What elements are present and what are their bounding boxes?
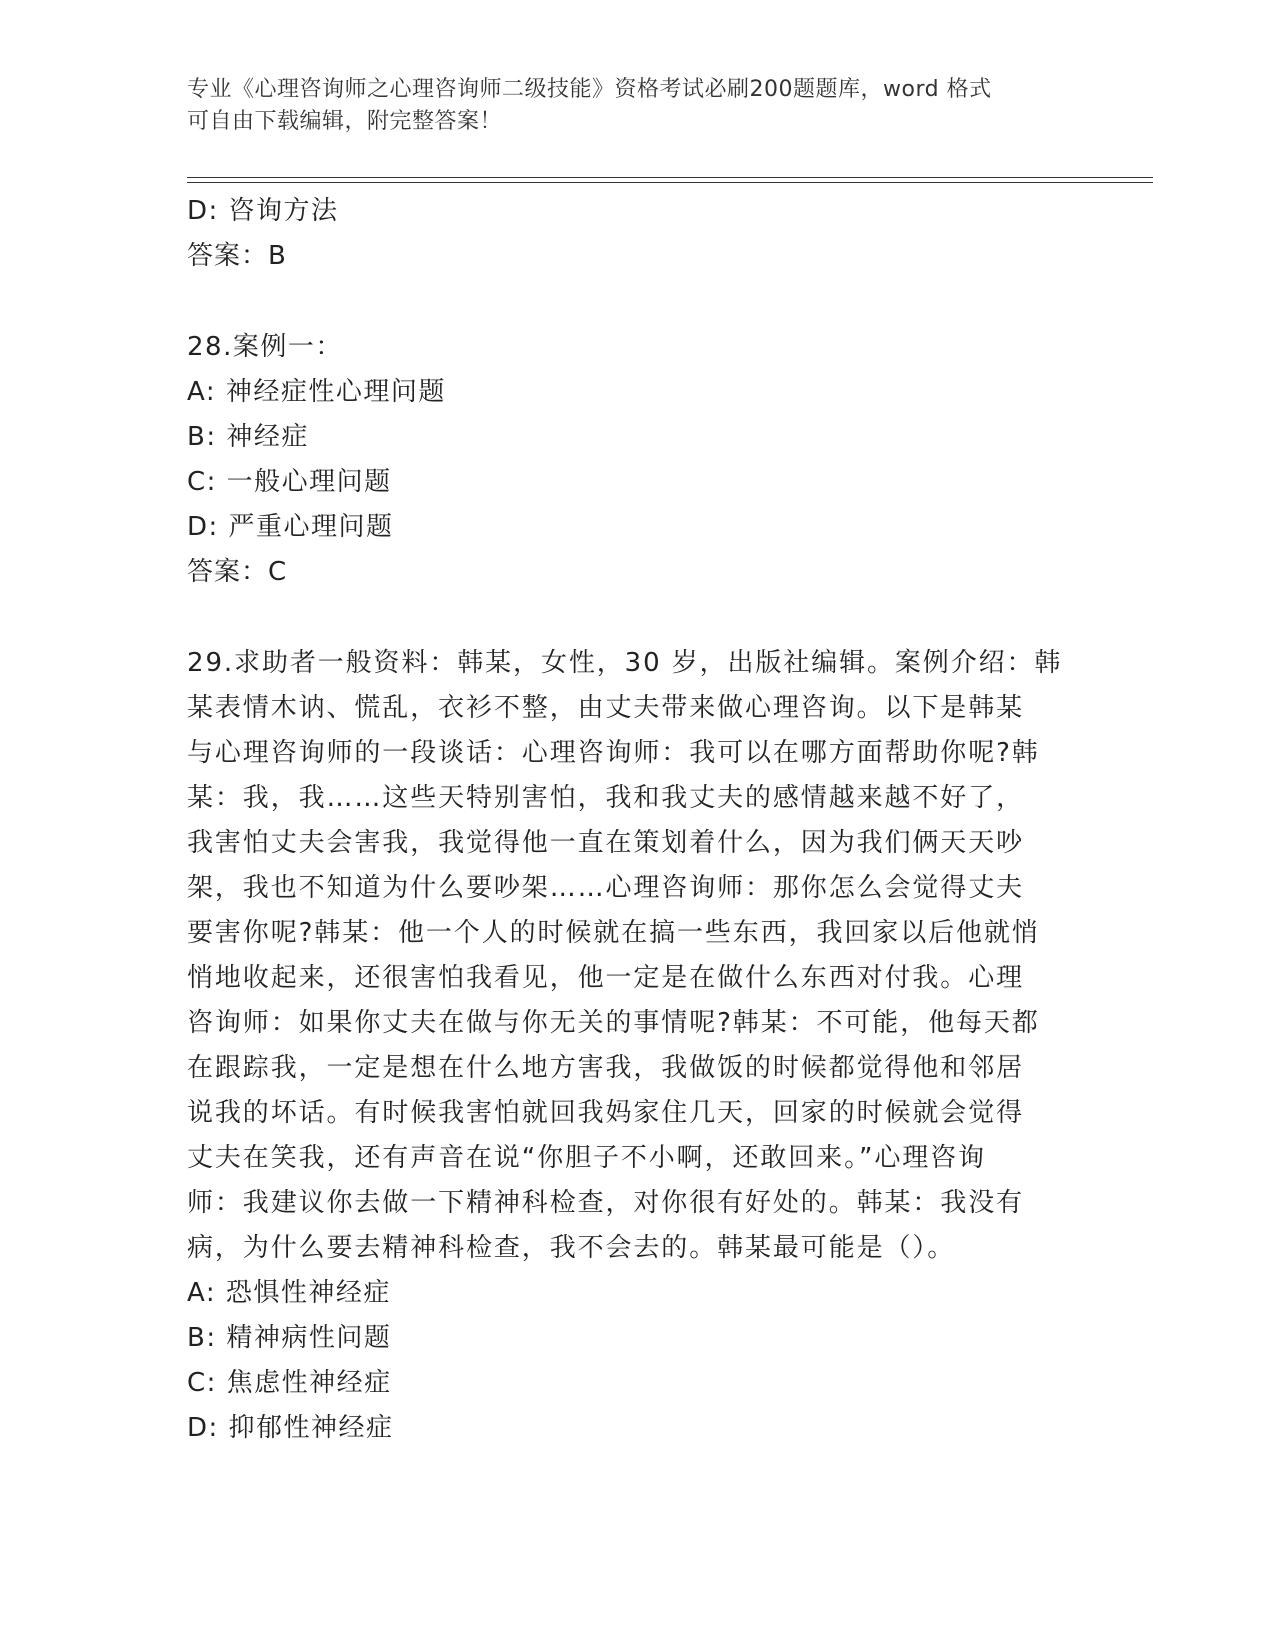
spacer [187,279,1087,325]
document-header [187,74,1087,138]
question-text-line: 咨询师：如果你丈夫在做与你无关的事情呢?韩某：不可能，他每天都 [187,1008,1040,1038]
option-a: A: 神经症性心理问题 [187,377,446,407]
header-line-1: 专业《心理咨询师之心理咨询师二级技能》资格考试必刷200题题库，word 格式 [187,77,992,102]
question-text-line: 要害你呢?韩某：他一个人的时候就在搞一些东西，我回家以后他就悄 [187,918,1040,948]
answer: 答案：C [187,557,288,587]
question-text-line: 师：我建议你去做一下精神科检查，对你很有好处的。韩某：我没有 [187,1188,1025,1218]
option-a: A: 恐惧性神经症 [187,1278,391,1308]
question-text-line: 我害怕丈夫会害我，我觉得他一直在策划着什么，因为我们俩天天吵 [187,828,1025,858]
option-b: B: 精神病性问题 [187,1323,392,1353]
question-text-line: 说我的坏话。有时候我害怕就回我妈家住几天，回家的时候就会觉得 [187,1098,1025,1128]
question-text-line: 丈夫在笑我，还有声音在说“你胆子不小啊，还敢回来。”心理咨询 [187,1143,986,1173]
option-d: D: 抑郁性神经症 [187,1413,394,1443]
header-rule-bottom [187,182,1153,183]
option-d: D: 严重心理问题 [187,512,394,542]
question-text-line: 架，我也不知道为什么要吵架……心理咨询师：那你怎么会觉得丈夫 [187,873,1025,903]
spacer [187,595,1087,641]
option-b: B: 神经症 [187,422,309,452]
prev-option-d: D: 咨询方法 [187,196,339,226]
question-text [187,641,1087,1271]
question-text-line: 病，为什么要去精神科检查，我不会去的。韩某最可能是（）。 [187,1233,956,1263]
question-text-line: 29.求助者一般资料：韩某，女性，30 岁，出版社编辑。案例介绍：韩 [187,648,1063,678]
question-text-line: 某表情木讷、慌乱，衣衫不整，由丈夫带来做心理咨询。以下是韩某 [187,693,1025,723]
document-body [187,189,1087,1451]
question-text-line: 悄地收起来，还很害怕我看见，他一定是在做什么东西对付我。心理 [187,963,1025,993]
question-text-line: 在跟踪我，一定是想在什么地方害我，我做饭的时候都觉得他和邻居 [187,1053,1025,1083]
question-text-line: 与心理咨询师的一段谈话：心理咨询师：我可以在哪方面帮助你呢?韩 [187,738,1040,768]
option-c: C: 焦虑性神经症 [187,1368,392,1398]
header-rule-top [187,177,1153,178]
prev-answer: 答案：B [187,241,287,271]
question-29 [187,641,1087,1451]
header-line-2: 可自由下载编辑，附完整答案！ [187,109,503,134]
question-title: 28.案例一： [187,332,343,362]
question-text-line: 某：我，我……这些天特别害怕，我和我丈夫的感情越来越不好了， [187,783,1025,813]
option-c: C: 一般心理问题 [187,467,392,497]
question-28 [187,325,1087,595]
